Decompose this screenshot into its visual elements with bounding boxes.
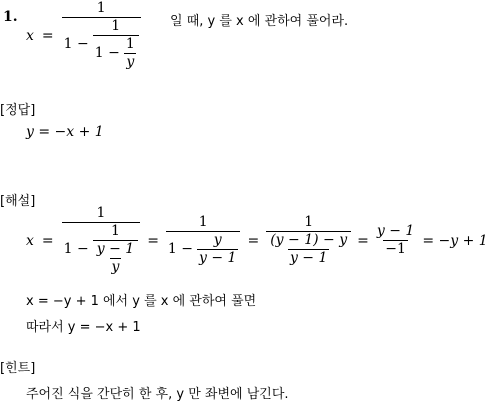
variable-x: x (26, 27, 34, 44)
explanation-term-4: $\frac{y - 1}{-1}$ (376, 223, 415, 257)
problem-text: 일 때, y 를 x 에 관하여 풀어라. (170, 14, 349, 29)
problem-equation (26, 0, 141, 71)
equals-sign: = (41, 27, 54, 44)
innermost-fraction: $\frac{1}{y}$ (125, 36, 135, 70)
answer-label: [정답] (0, 103, 36, 118)
answer-formula: y = −x + 1 (26, 124, 104, 140)
explanation-term-2: 1 1 − $\frac{y}{y - 1}$ (166, 214, 241, 267)
inner-fraction: 1 1 − $\frac{1}{y}$ (93, 18, 139, 71)
explanation-line-2: x = −y + 1 에서 y 를 x 에 관하여 풀면 (26, 294, 257, 309)
explanation-label: [해설] (0, 194, 36, 209)
explanation-term-3: $\frac{1}{\frac{(y - 1) - y}{y - 1}}$ (266, 214, 351, 267)
hint-text: 주어진 식을 간단히 한 후, y 만 좌변에 남긴다. (26, 387, 289, 402)
explanation-result: = −y + 1 (422, 232, 488, 249)
continued-fraction: 1 1 − 1 1 − $\frac{1}{y}$ (62, 0, 141, 71)
explanation-term-1: 1 1 − $\frac{1}{\frac{y - 1}{y}}$ (62, 205, 141, 276)
hint-label: [힌트] (0, 361, 36, 376)
explanation-equation: x = 1 1 − $\frac{1}{\frac{y - 1}{y}}$ = 1 1 − $\frac{y}{y - 1}$ = $\frac{1}{\frac{(y - 1) - y}{y - 1}}$ = $\frac{y - 1}{-1}$ = −y + 1 (26, 205, 488, 275)
problem-number: 1. (3, 9, 18, 25)
explanation-line-3: 따라서 y = −x + 1 (26, 320, 141, 335)
